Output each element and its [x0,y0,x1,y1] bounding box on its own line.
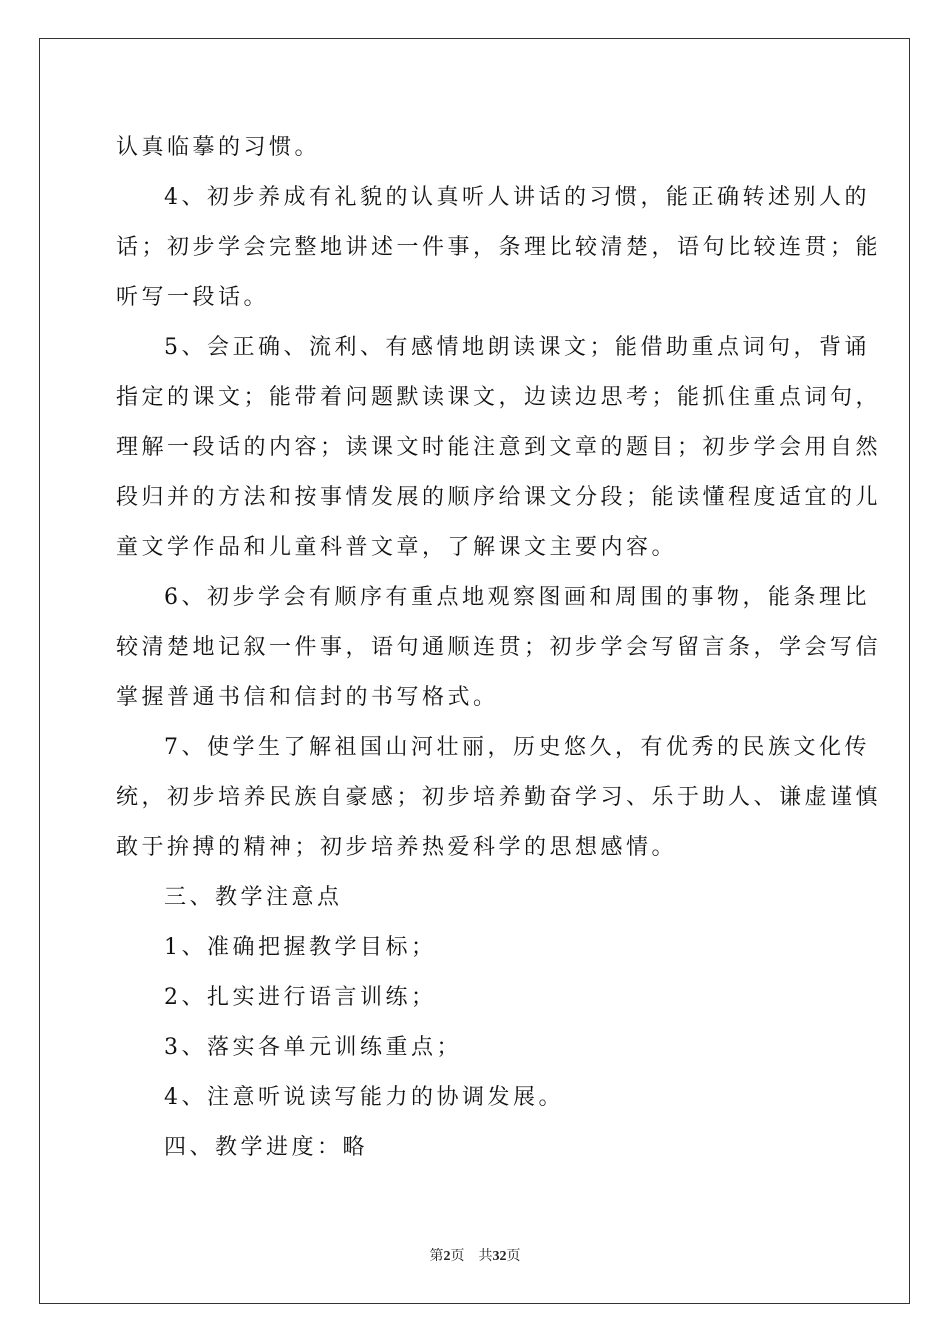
text-line: 听写一段话。 [116,285,270,310]
total-pages: 32 [492,1249,507,1264]
text-line: 段归并的方法和按事情发展的顺序给课文分段；能读懂程度适宜的儿 [116,485,882,510]
text-line: 指定的课文；能带着问题默读课文，边读边思考；能抓住重点词句， [116,385,882,410]
text-line: 认真临摹的习惯。 [116,135,321,160]
text-line: 5、会正确、流利、有感情地朗读课文；能借助重点词句，背诵 [164,335,870,360]
text-line: 话；初步学会完整地讲述一件事，条理比较清楚，语句比较连贯；能 [116,235,882,260]
text-line: 敢于拚搏的精神；初步培养热爱科学的思想感情。 [116,835,678,860]
text-line: 4、初步养成有礼貌的认真听人讲话的习惯，能正确转述别人的 [164,185,870,210]
text-line: 统，初步培养民族自豪感；初步培养勤奋学习、乐于助人、谦虚谨慎 [116,785,882,810]
document-body [116,123,882,1173]
page-suffix: 页 [450,1249,465,1264]
section-heading: 四、教学进度：略 [164,1135,369,1160]
text-line: 掌握普通书信和信封的书写格式。 [116,685,499,710]
text-line: 较清楚地记叙一件事，语句通顺连贯；初步学会写留言条，学会写信 [116,635,882,660]
total-prefix: 共 [478,1249,493,1264]
list-item: 1、准确把握教学目标； [164,935,437,960]
text-line: 理解一段话的内容；读课文时能注意到文章的题目；初步学会用自然 [116,435,882,460]
page-footer [0,1245,950,1265]
page-prefix: 第 [429,1249,444,1264]
list-item: 3、落实各单元训练重点； [164,1035,462,1060]
list-item: 2、扎实进行语言训练； [164,985,437,1010]
text-line: 6、初步学会有顺序有重点地观察图画和周围的事物，能条理比 [164,585,870,610]
text-line: 7、使学生了解祖国山河壮丽，历史悠久，有优秀的民族文化传 [164,735,870,760]
text-line: 童文学作品和儿童科普文章，了解课文主要内容。 [116,535,678,560]
page-number: 2 [443,1249,451,1264]
list-item: 4、注意听说读写能力的协调发展。 [164,1085,564,1110]
section-heading: 三、教学注意点 [164,885,343,910]
total-suffix: 页 [506,1249,521,1264]
